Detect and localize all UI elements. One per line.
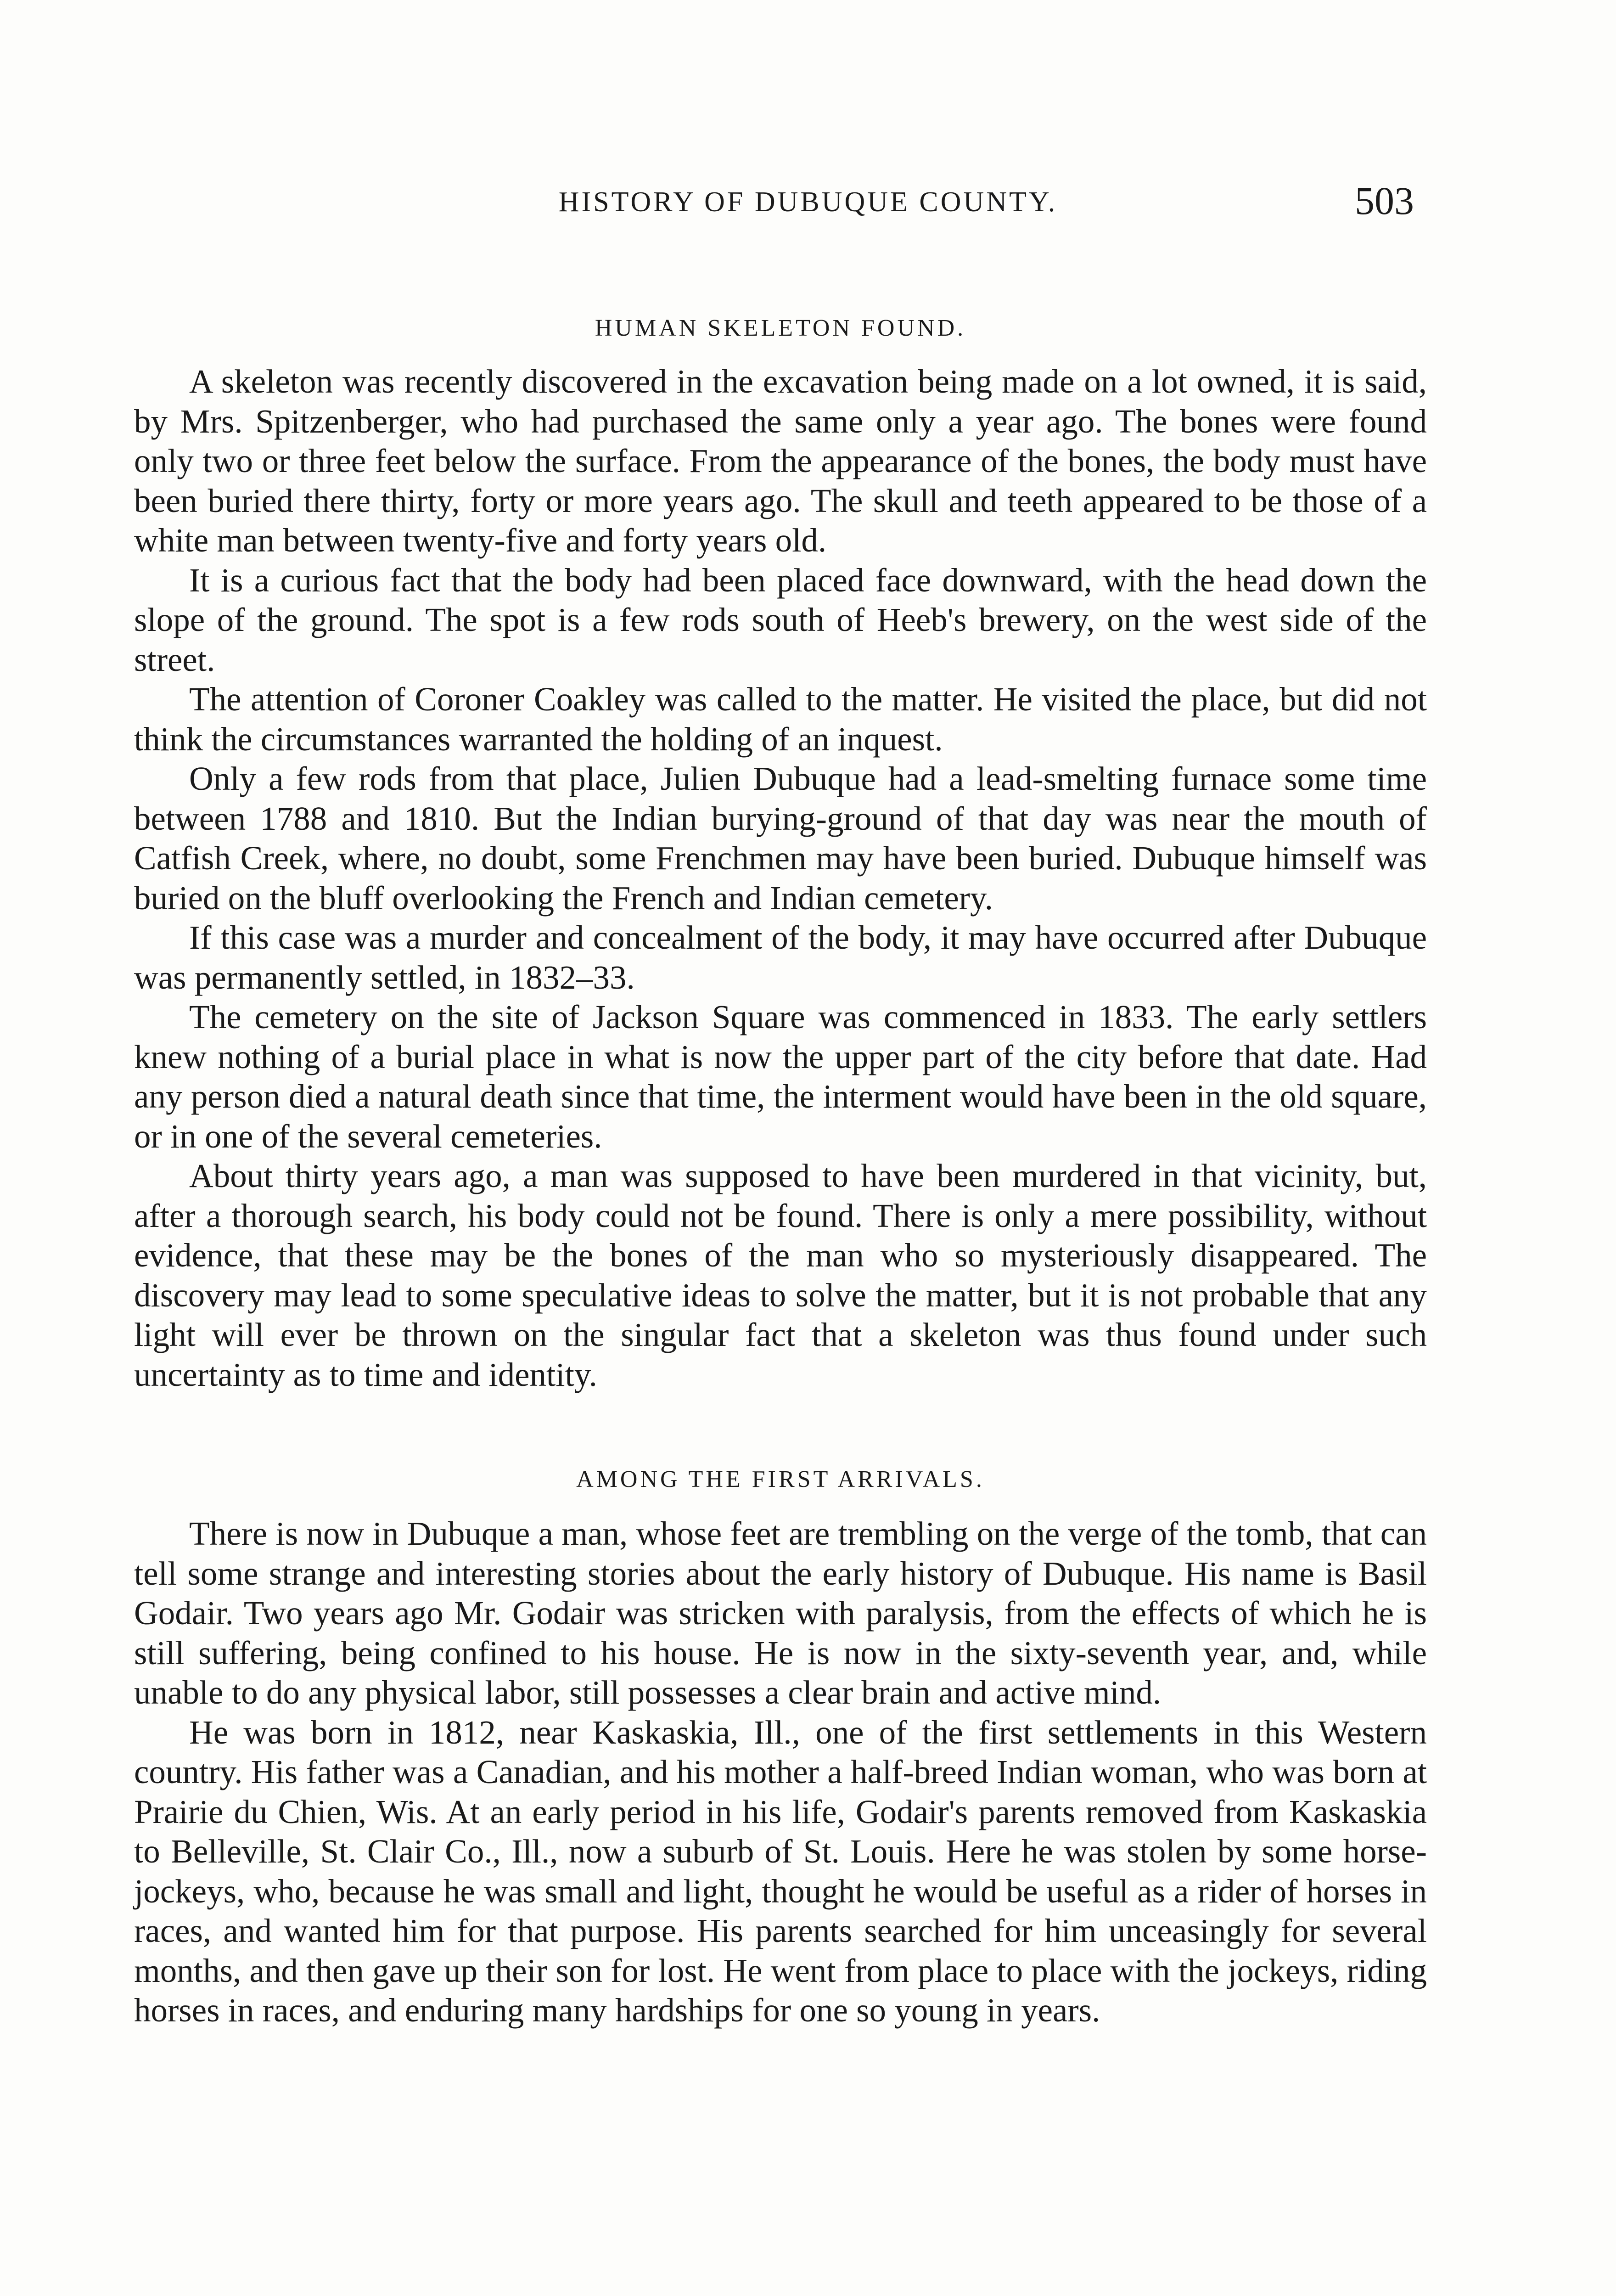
paragraph: The cemetery on the site of Jackson Square was commenced in 1833. The early settlers knew nothing of a burial place in what is now the upper part of the city before that date. Had any person died a natural death since that time, the interment would have been in the old square, or in one of the several cemeteries. (134, 998, 1427, 1155)
paragraph: There is now in Dubuque a man, whose feet are trembling on the verge of the tomb, that can tell some strange and interesting stories about the early history of Dubuque. His name is Basil Godair. Two years ago Mr. Godair was stricken with paralysis, from the effects of which he is still suffering, being confined to his house. He is now in the sixty-seventh year, and, while unable to do any physical labor, still possesses a clear brain and active mind. (134, 1515, 1427, 1711)
running-head (202, 181, 1414, 232)
paragraph: It is a curious fact that the body had been placed face downward, with the head down the slope of the ground. The spot is a few rods south of Heeb's brewery, on the west side of the street. (134, 561, 1427, 678)
page-number: 503 (1355, 179, 1414, 223)
section-heading: AMONG THE FIRST ARRIVALS. (576, 1466, 985, 1492)
paragraph: If this case was a murder and concealment of the body, it may have occurred after Dubuque was permanently settled, in 1832–33. (134, 919, 1427, 996)
paragraph: About thirty years ago, a man was supposed to have been murdered in that vicinity, but, after a thorough search, his body could not be found. There is only a mere possibility, without evidence, that these may be the bones of the man who so mysteriously disappeared. The discovery may lead to some speculative ideas to solve the matter, but it is not probable that any light will ever be thrown on the singular fact that a skeleton was thus found under such uncertainty as to time and identity. (134, 1157, 1427, 1393)
page-body (134, 312, 1427, 2031)
paragraph: Only a few rods from that place, Julien Dubuque had a lead-smelting furnace some time between 1788 and 1810. But the Indian burying-ground of that day was near the mouth of Catfish Creek, where, no doubt, some Frenchmen may have been buried. Dubuque himself was buried on the bluff overlooking the French and Indian cemetery. (134, 760, 1427, 917)
running-title: HISTORY OF DUBUQUE COUNTY. (558, 186, 1058, 218)
section-human-skeleton-found (134, 312, 1427, 1395)
paragraph: He was born in 1812, near Kaskaskia, Ill., one of the first settlements in this Western country. His father was a Canadian, and his mother a half-breed Indian woman, who was born at Prairie du Chien, Wis. At an early period in his life, Godair's parents removed from Kaskaskia to Belleville, St. Clair Co., Ill., now a suburb of St. Louis. Here he was stolen by some horse-jockeys, who, because he was small and light, thought he would be useful as a rider of horses in races, and wanted him for that purpose. His parents searched for him unceasingly for several months, and then gave up their son for lost. He went from place to place with the jockeys, riding horses in races, and enduring many hardships for one so young in years. (134, 1713, 1427, 2029)
paragraph: A skeleton was recently discovered in the excavation being made on a lot owned, it is said, by Mrs. Spitzenberger, who had purchased the same only a year ago. The bones were found only two or three feet below the surface. From the appearance of the bones, the body must have been buried there thirty, forty or more years ago. The skull and teeth appeared to be those of a white man between twenty-five and forty years old. (134, 363, 1427, 559)
section-heading: HUMAN SKELETON FOUND. (595, 315, 966, 341)
paragraph: The attention of Coroner Coakley was called to the matter. He visited the place, but did not think the circumstances warranted the holding of an inquest. (134, 681, 1427, 758)
section-among-the-first-arrivals (134, 1463, 1427, 2031)
